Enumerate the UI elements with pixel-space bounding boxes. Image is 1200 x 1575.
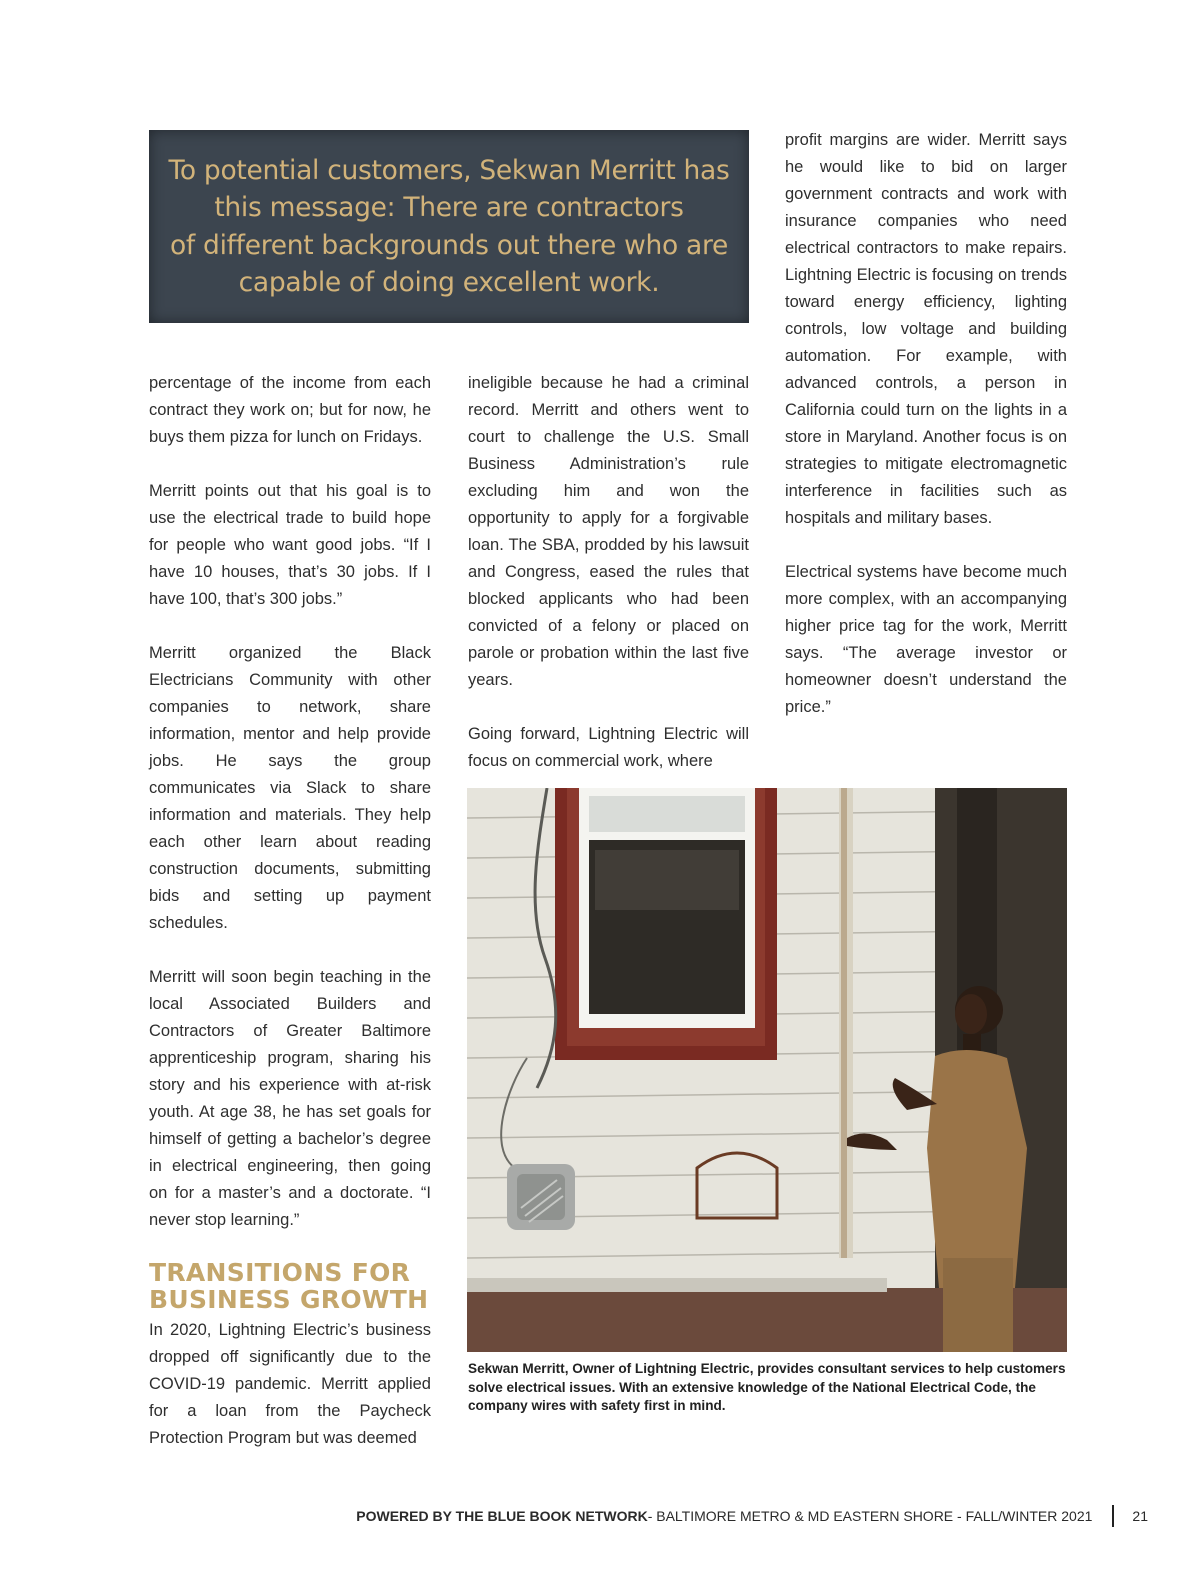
body-paragraph: profit margins are wider. Merritt says he would like to bid on larger government contracts and work with insurance companies who need electrical contractors to make repairs. Lightning Electric is focusing on trends toward energy efficiency, lighting controls, low voltage and building automation. For example, with advanced controls, a person in California could turn on the lights in a store in Maryland. Another focus is on strategies to mitigate electromagnetic interference in facilities such as hospitals and military bases. (785, 131, 1067, 527)
body-paragraph: Merritt points out that his goal is to use the electrical trade to build hope for people who want good jobs. “If I have 10 houses, that’s 30 jobs. If I have 100, that’s 300 jobs.” (149, 482, 431, 608)
footer-divider (1112, 1505, 1114, 1527)
pull-quote-line: To potential customers, Sekwan Merritt has (168, 154, 730, 186)
body-paragraph: In 2020, Lightning Electric’s business dropped off significantly due to the COVID-19 pandemic. Merritt applied for a loan from the Paycheck Protection Program but was deemed (149, 1321, 431, 1447)
article-column-3 (785, 127, 1067, 721)
body-paragraph: Going forward, Lightning Electric will focus on commercial work, where (468, 725, 749, 770)
section-heading (149, 1259, 431, 1313)
article-column-2 (468, 370, 749, 775)
photo-illustration (467, 788, 1067, 1352)
photo-caption: Sekwan Merritt, Owner of Lightning Electric, provides consultant services to help customers solve electrical issues. With an extensive knowledge of the National Electrical Code, the company wires with safety first in mind. (468, 1361, 1066, 1413)
body-paragraph: Electrical systems have become much more complex, with an accompanying higher price tag for the work, Merritt says. “The average investor or homeowner doesn’t understand the price.” (785, 563, 1067, 716)
pull-quote-text (169, 152, 730, 302)
body-paragraph: Merritt will soon begin teaching in the local Associated Builders and Contractors of Greater Baltimore apprenticeship program, sharing his story and his experience with at-risk youth. At age 38, he has set goals for himself of getting a bachelor’s degree in electrical engineering, then going on for a master’s and a doctorate. “I never stop learning.” (149, 968, 431, 1229)
body-paragraph: percentage of the income from each contract they work on; but for now, he buys them pizza for lunch on Fridays. (149, 374, 431, 446)
pull-quote-box (149, 130, 749, 323)
pull-quote-line: this message: There are contractors (214, 192, 684, 223)
article-column-1 (149, 370, 431, 1452)
article-photo (467, 788, 1067, 1352)
page-number: 21 (1132, 1508, 1148, 1524)
page-footer (356, 1505, 1148, 1527)
pull-quote-line: of different backgrounds out there who are (169, 229, 729, 261)
footer-edition: - BALTIMORE METRO & MD EASTERN SHORE - FALL/WINTER 2021 (647, 1508, 1093, 1524)
footer-network: POWERED BY THE BLUE BOOK NETWORK (356, 1508, 648, 1524)
pull-quote-line: capable of doing excellent work. (238, 267, 660, 298)
section-heading-line: TRANSITIONS FOR (149, 1258, 411, 1287)
body-paragraph: Merritt organized the Black Electricians Community with other companies to network, share information, mentor and help provide jobs. He says the group communicates via Slack to share information and materials. They help each other learn about reading construction documents, submitting bids and setting up payment schedules. (149, 644, 431, 932)
body-paragraph: ineligible because he had a criminal record. Merritt and others went to court to challenge the U.S. Small Business Administration’s rule excluding him and won the opportunity to apply for a forgivable loan. The SBA, prodded by his lawsuit and Congress, eased the rules that blocked applicants who had been convicted of a felony or placed on parole or probation within the last five years. (468, 374, 749, 689)
section-heading-line: BUSINESS GROWTH (149, 1285, 429, 1314)
